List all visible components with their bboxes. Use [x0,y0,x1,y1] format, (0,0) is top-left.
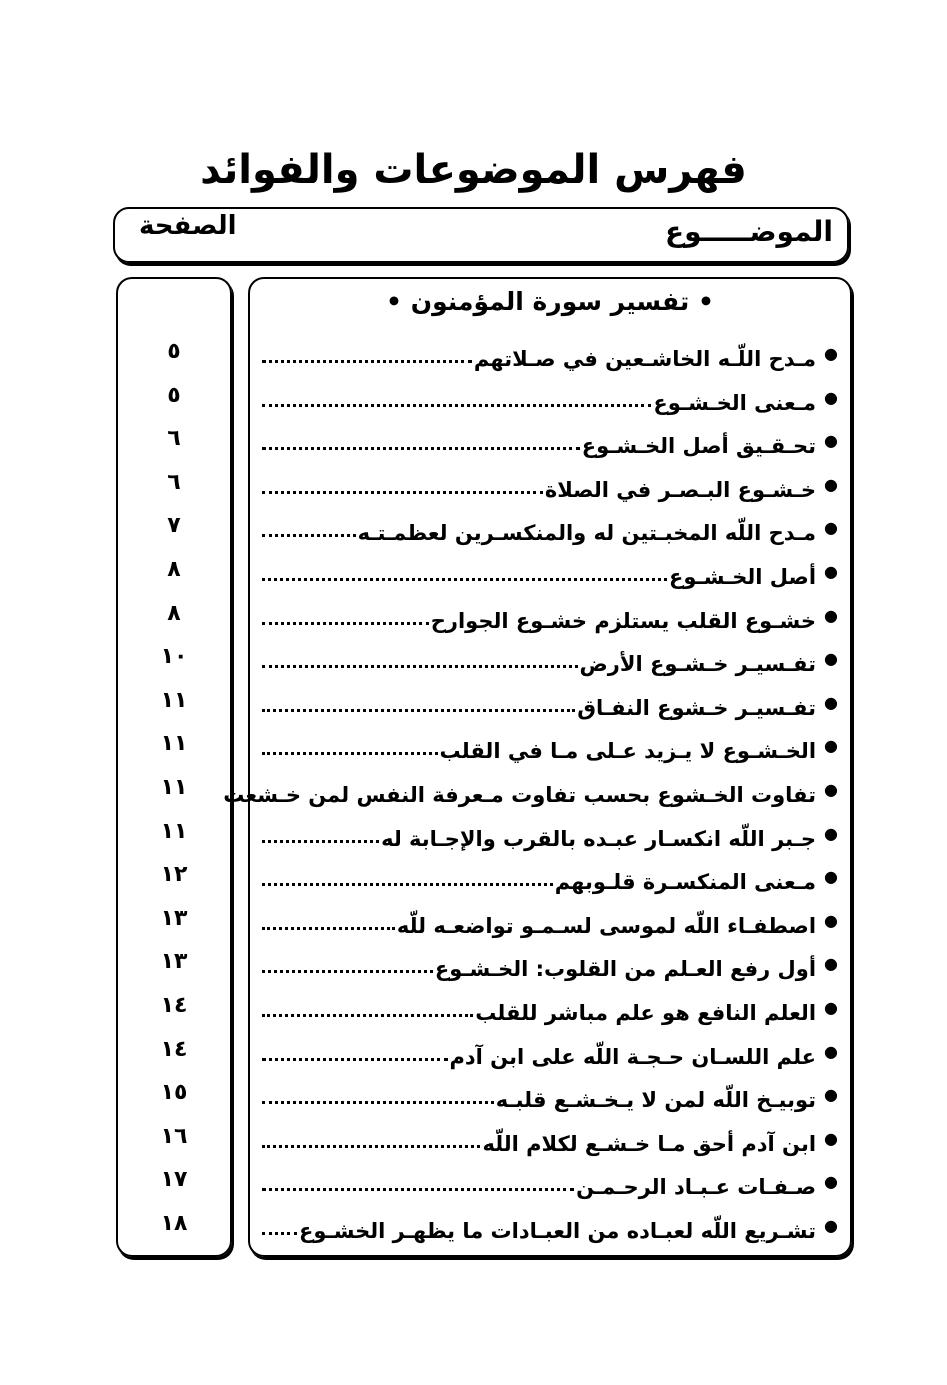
toc-entry-topic: تفـسيـر خـشـوع الأرض [579,652,817,676]
toc-entry [262,333,838,371]
bullet-icon: ● [824,518,838,537]
bullet-icon: ● [824,649,838,668]
dot-leader [262,578,667,581]
toc-entry-page-number: ١٣ [160,949,188,974]
toc-entry [262,1161,838,1199]
toc-entry-page-number: ١٥ [160,1080,188,1105]
dot-leader [262,752,438,755]
dot-leader [262,1232,297,1235]
bullet-icon: ● [824,911,838,930]
toc-entry-topic: جـبر اللّه انكسـار عبـده بالقرب والإجـابة له [381,827,817,851]
toc-entry-page-number: ١١ [160,731,188,756]
bullet-icon: ● [824,1042,838,1061]
toc-entry-page-number: ١١ [160,775,188,800]
toc-entry-topic: اصطفـاء اللّه لموسى لسـمـو تواضعـه للّه [396,914,817,938]
toc-entry-topic: مـعنى المنكسـرة قلـوبهم [554,870,817,894]
toc-entry-page-number: ١٠ [160,644,188,669]
bullet-icon: ● [824,475,838,494]
toc-entry-page-number: ١٨ [160,1211,188,1236]
bullet-icon: ● [824,954,838,973]
bullet-icon: ● [824,998,838,1017]
toc-entry [262,900,838,938]
toc-entry-page-number: ١٤ [160,1037,188,1062]
toc-entry-topic: تفاوت الخـشوع بحسب تفاوت مـعرفة النفس لمن خـشعت [223,783,817,807]
dot-leader [262,709,575,712]
toc-entry [262,595,838,633]
toc-entry-topic: الخـشـوع لا يـزيد عـلى مـا في القلب [439,739,817,763]
toc-entry-page-number: ٥ [167,339,181,364]
toc-entry-page-number: ١٦ [160,1124,188,1149]
dot-leader [262,840,379,843]
toc-entry [262,725,838,763]
toc-entry [262,420,838,458]
toc-entry-topic: مـدح اللّـه الخاشـعين في صـلاتهم [473,347,817,371]
toc-entry-page-number: ١١ [160,688,188,713]
bullet-icon: ● [824,562,838,581]
toc-entry-page-number: ١٢ [160,862,188,887]
toc-entry [262,682,838,720]
toc-entry-page-number: ١٣ [160,906,188,931]
bullet-icon: ● [824,1216,838,1235]
bullet-icon: ● [824,867,838,886]
bullet-icon: ● [824,736,838,755]
topic-column-header: الموضـــــوع [664,215,833,248]
dot-leader [262,665,578,668]
toc-entry-topic: توبيـخ اللّه لمن لا يـخـشـع قلبـه [495,1088,817,1112]
toc-entry-topic: مـعنى الخـشـوع [653,391,817,415]
toc-entry [262,943,838,981]
dot-leader [262,970,433,973]
bullet-icon: ● [824,1172,838,1191]
dot-leader [262,491,543,494]
dot-leader [262,447,580,450]
toc-entry [262,856,838,894]
page-column-header: الصفحة [139,211,237,241]
toc-entry-page-number: ٨ [167,557,181,582]
toc-entry [262,638,838,676]
dot-leader [262,1188,574,1191]
dot-leader [262,1145,480,1148]
toc-entry [262,377,838,415]
toc-entry-page-number: ٧ [167,513,181,538]
toc-entry-topic: العلم النافع هو علم مباشر للقلب [475,1001,817,1025]
toc-entry [262,1205,838,1243]
toc-entry [262,507,838,545]
toc-entry [262,987,838,1025]
toc-entry [262,464,838,502]
toc-entry-topic: تشـريع اللّه لعبـاده من العبـادات ما يظهـر الخشـوع [299,1219,817,1243]
bullet-icon: ● [824,344,838,363]
page-title: فهرس الموضوعات والفوائد [200,147,747,193]
dot-leader [262,1101,494,1104]
toc-entry-topic: تحـقـيق أصل الخـشـوع [581,434,817,458]
toc-entry-page-number: ١١ [160,819,188,844]
toc-entry-topic: أول رفع العـلم من القلوب: الخـشـوع [434,957,817,981]
dot-leader [262,360,472,363]
toc-entry [262,813,838,851]
toc-entry-topic: مـدح اللّه المخبـتين له والمنكسـرين لعظمـتـه [357,521,817,545]
toc-entry-topic: علم اللسـان حـجـة اللّه على ابن آدم [449,1045,817,1069]
toc-entry-topic: خشـوع القلب يستلزم خشـوع الجوارح [430,609,817,633]
toc-entry-topic: تفـسيـر خـشوع النفـاق [577,696,817,720]
dot-leader [262,927,395,930]
toc-entry-page-number: ١٧ [160,1167,188,1192]
dot-leader [262,622,429,625]
toc-entry-page-number: ٥ [167,383,181,408]
bullet-icon: ● [824,824,838,843]
toc-entry [262,1031,838,1069]
dot-leader [262,1014,473,1017]
toc-entry [262,551,838,589]
toc-entry-page-number: ٨ [167,601,181,626]
dot-leader [262,534,356,537]
bullet-icon: ● [824,1085,838,1104]
toc-entry [223,769,838,807]
toc-entry-page-number: ٦ [167,470,181,495]
toc-entry-topic: أصل الخـشـوع [669,565,817,589]
toc-entry-topic: خـشـوع البـصـر في الصلاة [544,478,817,502]
bullet-icon: ● [824,780,838,799]
bullet-icon: ● [824,388,838,407]
table-header [113,207,849,263]
toc-entry-page-number: ١٤ [160,993,188,1018]
bullet-icon: • [697,287,714,316]
dot-leader [262,883,553,886]
bullet-icon: • [386,287,403,316]
toc-entry-page-number: ٦ [167,426,181,451]
dot-leader [262,404,651,407]
bullet-icon: ● [824,431,838,450]
toc-entry [262,1118,838,1156]
bullet-icon: ● [824,693,838,712]
dot-leader [262,1058,448,1061]
section-title: • تفسير سورة المؤمنون • [386,287,714,316]
bullet-icon: ● [824,606,838,625]
toc-entry [262,1074,838,1112]
toc-entry-topic: ابن آدم أحق مـا خـشـع لكلام اللّه [482,1132,817,1156]
bullet-icon: ● [824,1129,838,1148]
toc-entry-topic: صـفـات عـبـاد الرحـمـن [576,1175,817,1199]
